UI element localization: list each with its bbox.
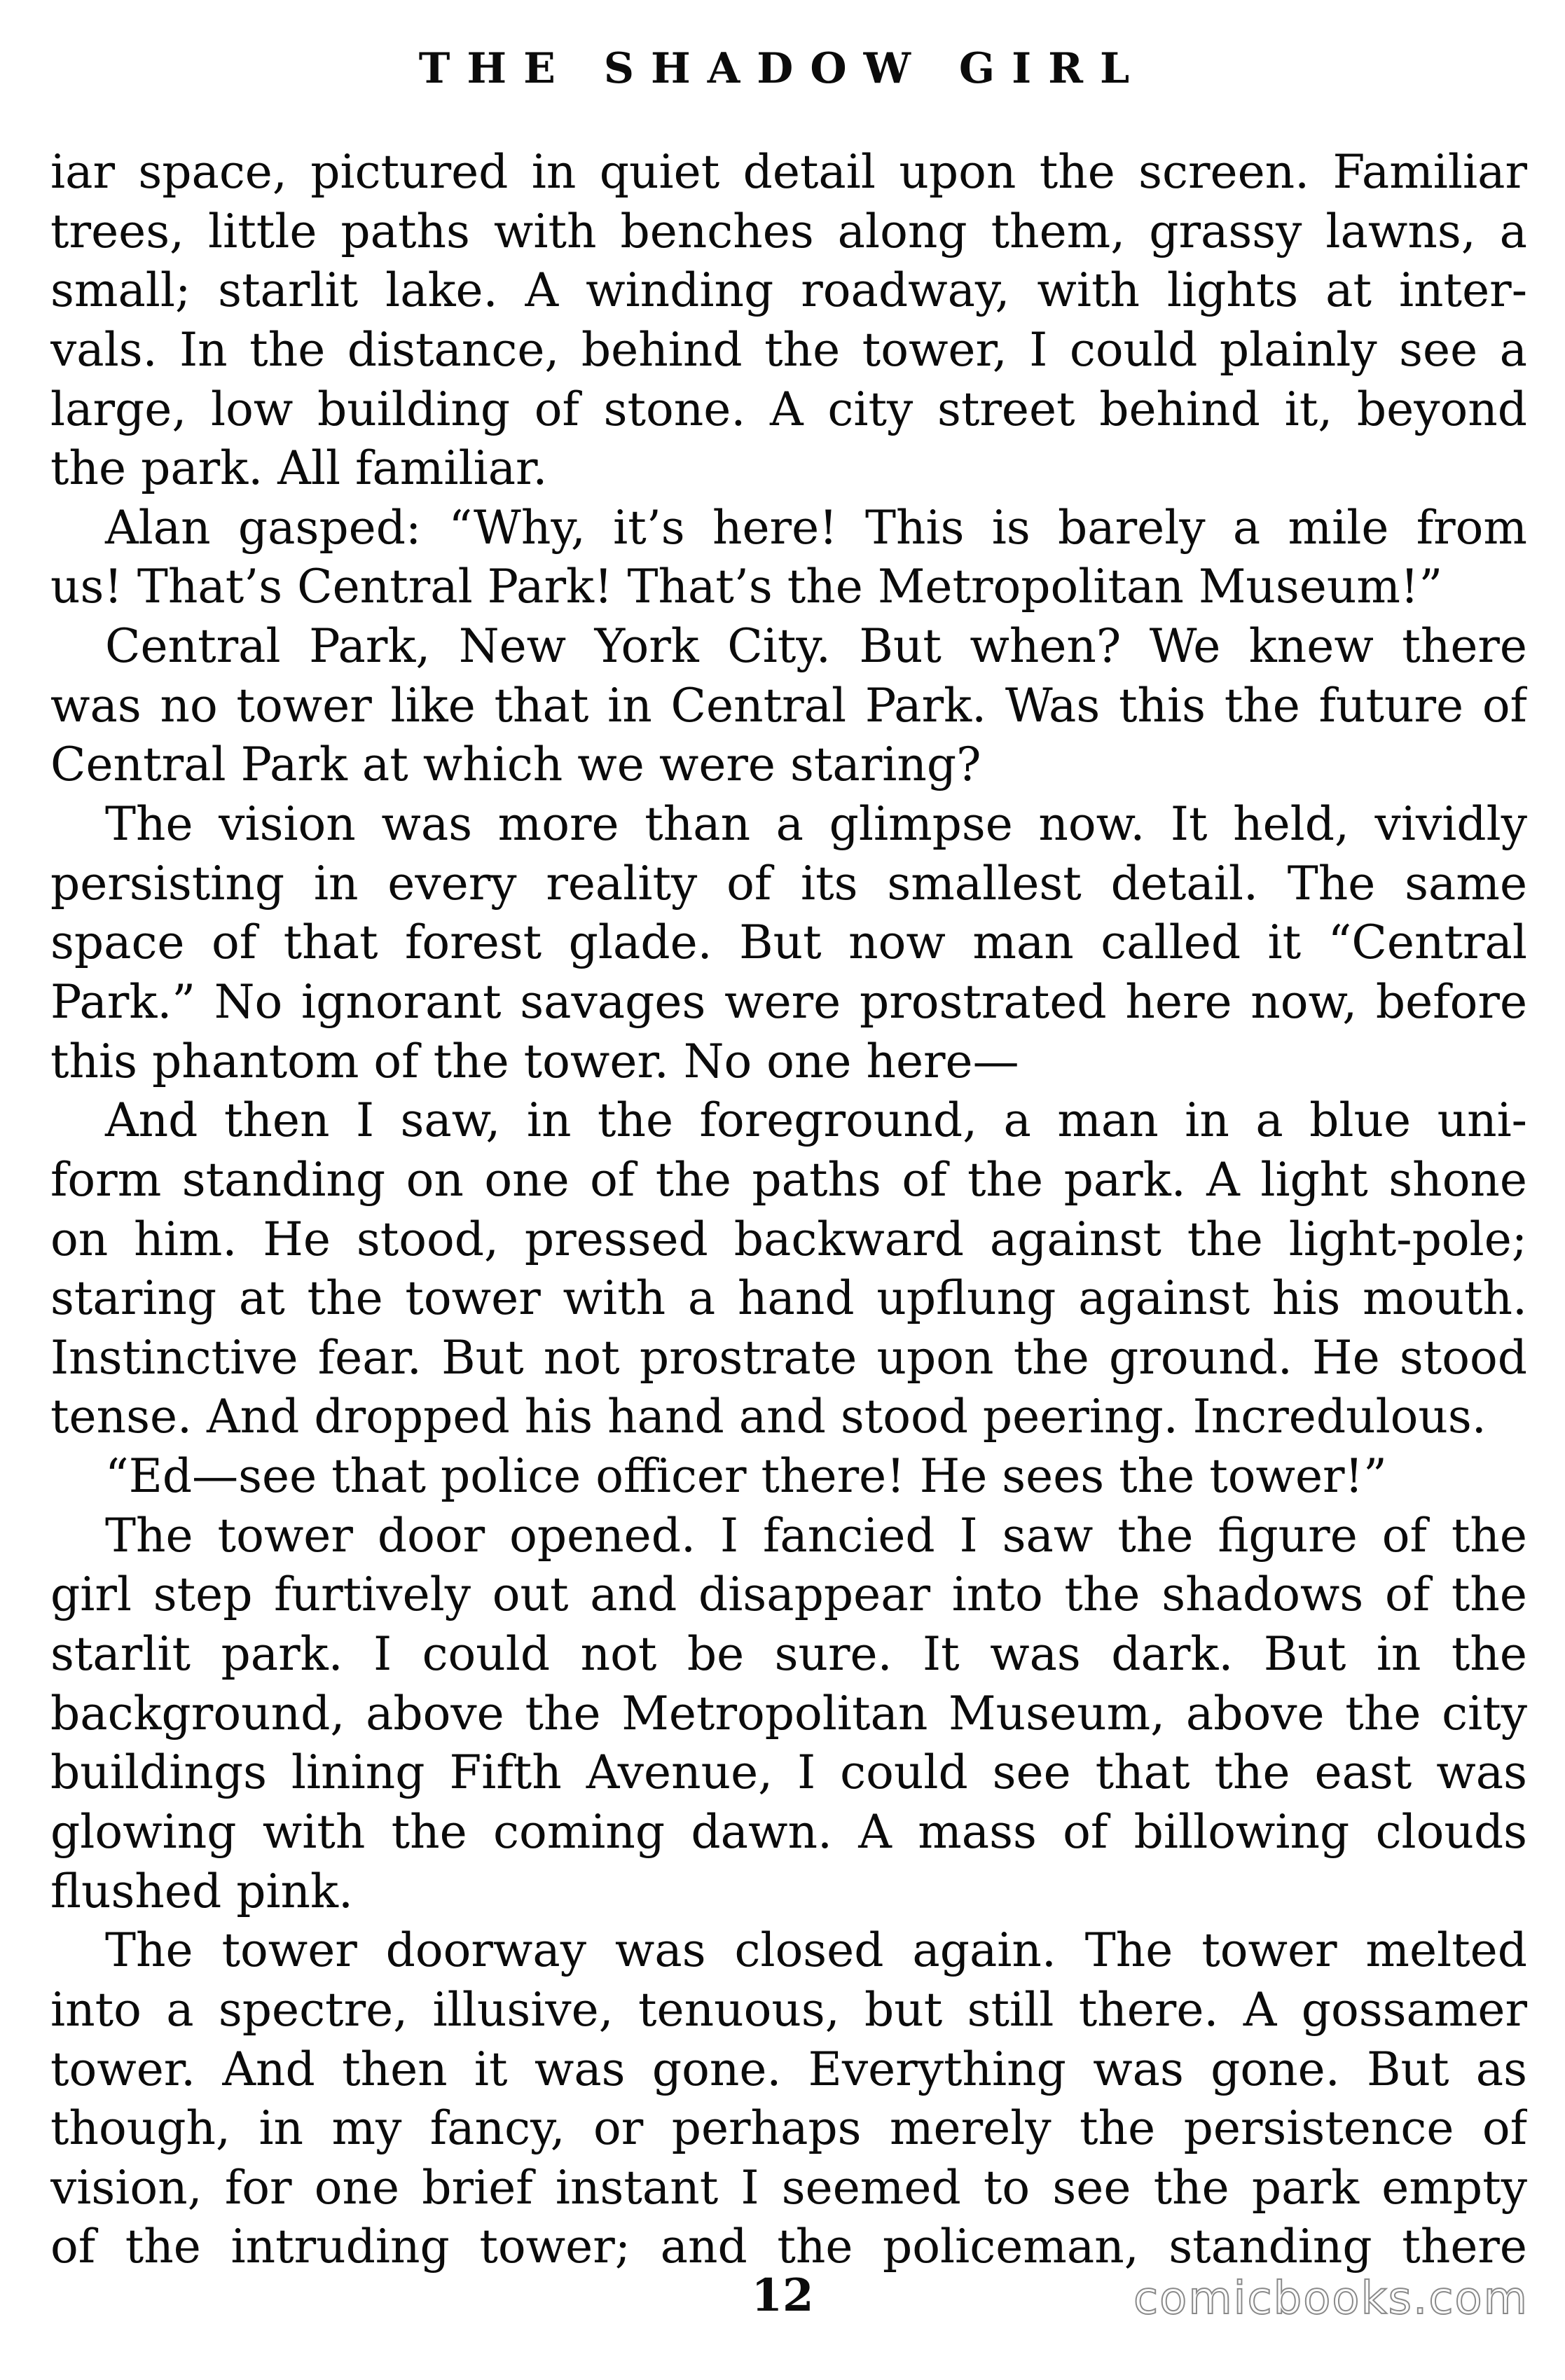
- text-line: flushed pink.: [50, 1864, 354, 1918]
- text-line: The vision was more than a glimpse now. It held, vividly: [105, 797, 1527, 852]
- text-line: Alan gasped: “Why, it’s here! This is barely a mile from: [105, 500, 1527, 555]
- text-line: space of that forest glade. But now man called it “Central: [50, 915, 1527, 970]
- text-line: large, low building of stone. A city street behind it, beyond: [50, 382, 1527, 436]
- text-line: buildings lining Fifth Avenue, I could see that the east was: [50, 1745, 1527, 1800]
- text-line: “Ed—see that police officer there! He sees the tower!”: [105, 1449, 1387, 1504]
- text-line: Instinctive fear. But not prostrate upon the ground. He stood: [50, 1330, 1527, 1385]
- text-line: on him. He stood, pressed backward against the light-pole;: [50, 1212, 1527, 1266]
- text-line: The tower doorway was closed again. The tower melted: [105, 1923, 1527, 1978]
- text-line: Park.” No ignorant savages were prostrated here now, before: [50, 974, 1527, 1029]
- text-line: of the intruding tower; and the policeman, standing there: [50, 2220, 1527, 2274]
- text-line: vals. In the distance, behind the tower, I could plainly see a: [50, 322, 1527, 377]
- text-line: tower. And then it was gone. Everything was gone. But as: [50, 2042, 1527, 2096]
- running-head: THE SHADOW GIRL: [418, 44, 1147, 93]
- body-text: [50, 143, 1527, 2277]
- text-line: the park. All familiar.: [50, 441, 548, 496]
- text-line: girl step furtively out and disappear into the shadows of the: [50, 1568, 1527, 1622]
- text-line: vision, for one brief instant I seemed to see the park empty: [50, 2160, 1527, 2215]
- text-line: iar space, pictured in quiet detail upon the screen. Familiar: [50, 145, 1527, 199]
- text-line: glowing with the coming dawn. A mass of billowing clouds: [50, 1804, 1527, 1859]
- text-line: small; starlit lake. A winding roadway, with lights at inter-: [50, 263, 1527, 318]
- text-line: into a spectre, illusive, tenuous, but still there. A gossamer: [50, 1982, 1527, 2037]
- text-line: background, above the Metropolitan Museum, above the city: [50, 1686, 1527, 1741]
- text-line: persisting in every reality of its smallest detail. The same: [50, 856, 1527, 911]
- text-line: trees, little paths with benches along them, grassy lawns, a: [50, 204, 1527, 258]
- text-line: this phantom of the tower. No one here—: [50, 1034, 1019, 1088]
- text-line: And then I saw, in the foreground, a man in a blue uni-: [105, 1093, 1527, 1148]
- text-line: staring at the tower with a hand upflung against his mouth.: [50, 1271, 1527, 1326]
- text-line: The tower door opened. I fancied I saw the figure of the: [105, 1508, 1527, 1563]
- text-line: was no tower like that in Central Park. Was this the future of: [50, 678, 1527, 733]
- text-line: Central Park, New York City. But when? We knew there: [105, 619, 1527, 674]
- text-line: Central Park at which we were staring?: [50, 738, 981, 792]
- watermark-logo: comicbooks.com: [1133, 2273, 1529, 2325]
- text-line: starlit park. I could not be sure. It was dark. But in the: [50, 1627, 1527, 1682]
- text-line: form standing on one of the paths of the park. A light shone: [50, 1152, 1527, 1207]
- text-line: tense. And dropped his hand and stood peering. Incredulous.: [50, 1390, 1487, 1444]
- text-line: though, in my fancy, or perhaps merely the persistence of: [50, 2101, 1527, 2156]
- text-line: us! That’s Central Park! That’s the Metropolitan Museum!”: [50, 560, 1443, 614]
- page-number: 12: [751, 2269, 814, 2322]
